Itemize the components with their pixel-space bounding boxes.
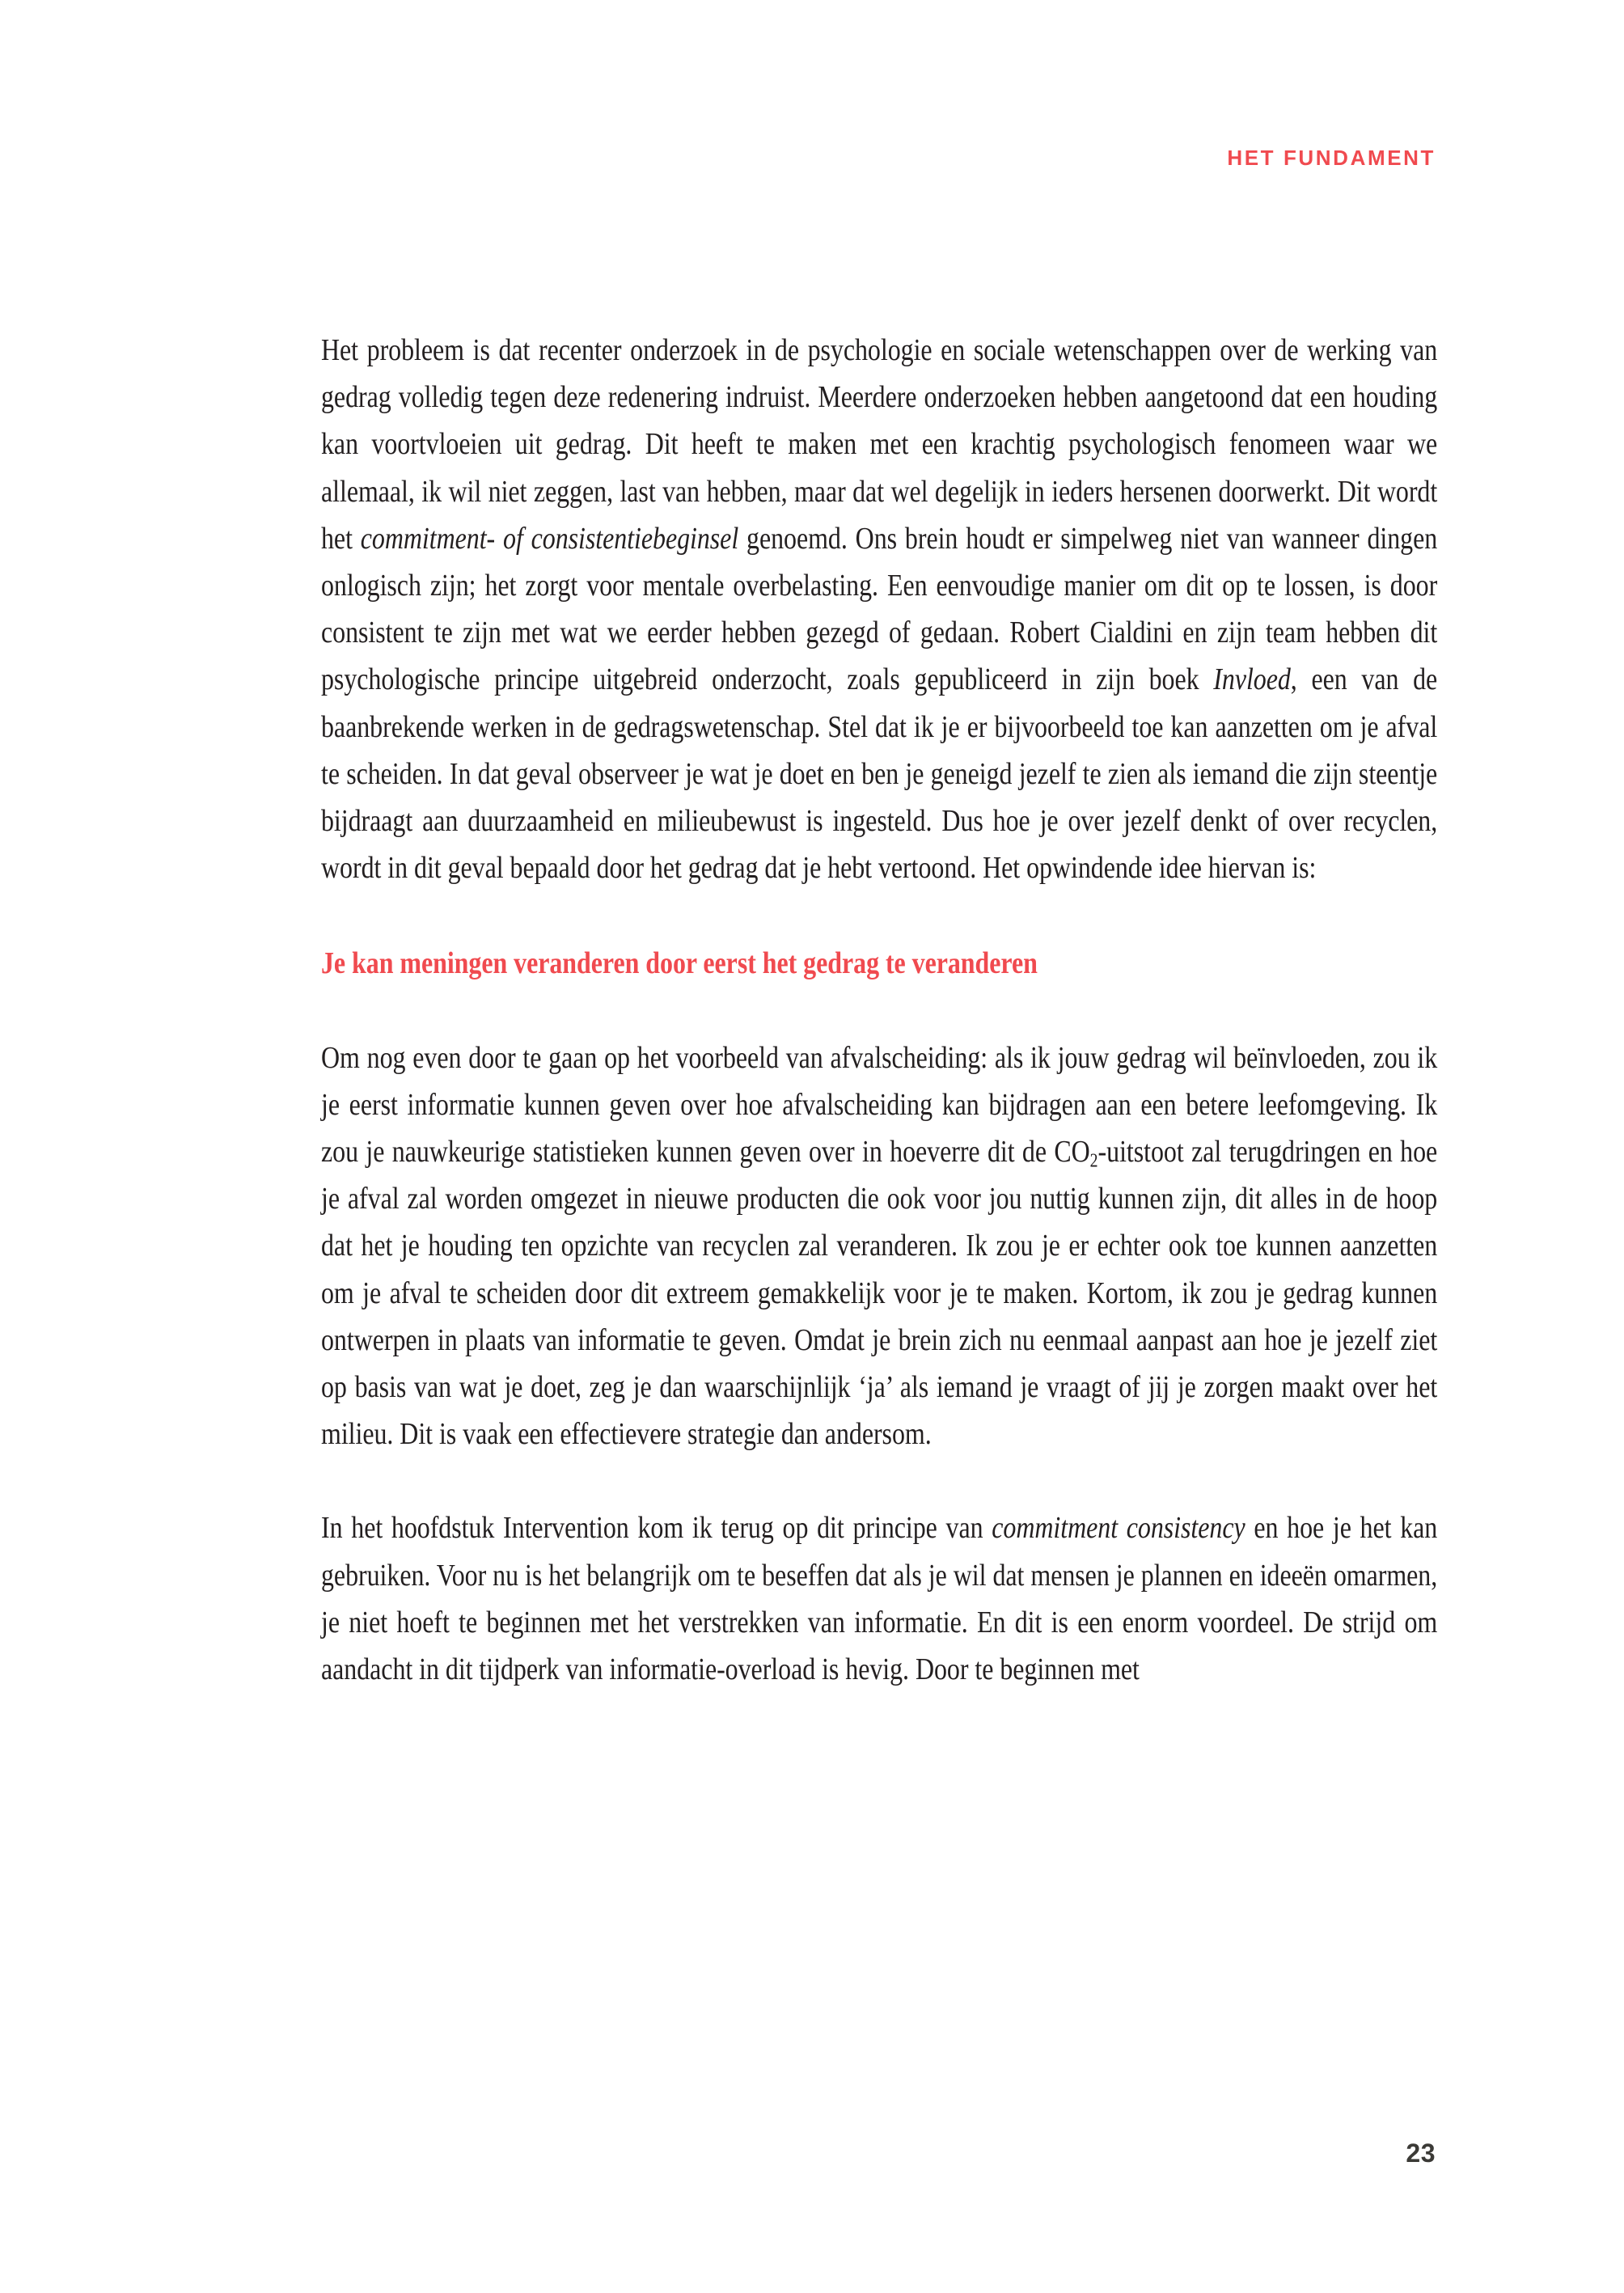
text-column [321,327,1437,1693]
paragraph-3-part-1: In het hoofdstuk Intervention kom ik terug op dit principe van [321,1511,992,1546]
spacer-between-paragraphs [321,1457,1437,1504]
paragraph-1 [321,327,1437,891]
paragraph-1-part-3: , een van de baanbrekende werken in de gedragswetenschap. Stel dat ik je er bijvoorbeeld toe kan aanzetten om je afval te scheiden. In dat geval observeer je wat je doet en ben je geneigd jezelf te zien als iemand die zijn steentje bijdraagt aan duurzaamheid en milieubewust is ingesteld. Dus hoe je over jezelf denkt of over recyclen, wordt in dit geval bepaald door het gedrag dat je hebt vertoond. Het opwindende idee hiervan is: [321,662,1438,886]
running-head: HET FUNDAMENT [1227,146,1436,170]
paragraph-1-part-1: Het probleem is dat recenter onderzoek in de psychologie en sociale wetenschappen over de werking van gedrag volledig tegen deze redenering indruist. Meerdere onderzoeken hebben aangetoond dat een houding kan voortvloeien uit gedrag. Dit heeft te maken met een krachtig psychologisch fenomeen waar we allemaal, ik wil niet zeggen, last van hebben, maar dat wel degelijk in ieders hersenen doorwerkt. Dit wordt het [321,333,1438,556]
spacer-after-heading [321,988,1437,1034]
paragraph-1-italic-2: Invloed [1213,662,1291,697]
paragraph-2 [321,1034,1437,1458]
page-number: 23 [1406,2139,1436,2168]
paragraph-3-part-2: en hoe je het kan gebruiken. Voor nu is het belangrijk om te beseffen dat als je wil dat mensen je plannen en ideeën omarmen, je niet hoeft te beginnen met het verstrekken van informatie. En dit is een enorm voordeel. De strijd om aandacht in dit tijdperk van informatie-overload is hevig. Door te beginnen met [321,1511,1438,1687]
spacer-before-heading [321,891,1437,940]
paragraph-2-part-1: Om nog even door te gaan op het voorbeeld van afvalscheiding: als ik jouw gedrag wil beïnvloeden, zou ik je eerst informatie kunnen geven over hoe afvalscheiding kan bijdragen aan een betere leefomgeving. Ik zou je nauwkeurige statistieken kunnen geven over in hoeverre dit de CO [321,1040,1438,1170]
paragraph-2-part-2: -uitstoot zal terugdringen en hoe je afval zal worden omgezet in nieuwe producten die ook voor jou nuttig kunnen zijn, dit alles in de hoop dat het je houding ten opzichte van recyclen zal veranderen. Ik zou je er echter ook toe kunnen aanzetten om je afval te scheiden door dit extreem gemakkelijk voor je te maken. Kortom, ik zou je gedrag kunnen ontwerpen in plaats van informatie te geven. Omdat je brein zich nu eenmaal aanpast aan hoe je jezelf ziet op basis van wat je doet, zeg je dan waarschijnlijk ‘ja’ als iemand je vraagt of jij je zorgen maakt over het milieu. Dit is vaak een effectievere strategie dan andersom. [321,1135,1438,1452]
section-heading: Je kan meningen veranderen door eerst het gedrag te veranderen [321,946,1038,981]
paragraph-1-italic-1: commitment- of consistentiebeginsel [360,521,739,556]
paragraph-3 [321,1504,1437,1693]
paragraph-3-italic-1: commitment consistency [992,1511,1245,1546]
paragraph-1-part-2: genoemd. Ons brein houdt er simpelweg niet van wanneer dingen onlogisch zijn; het zorgt voor mentale overbelasting. Een eenvoudige manier om dit op te lossen, is door consistent te zijn met wat we eerder hebben gezegd of gedaan. Robert Cialdini en zijn team hebben dit psychologische principe uitgebreid onderzocht, zoals gepubliceerd in zijn boek [321,521,1438,697]
paragraph-2-subscript-1: 2 [1089,1150,1098,1172]
